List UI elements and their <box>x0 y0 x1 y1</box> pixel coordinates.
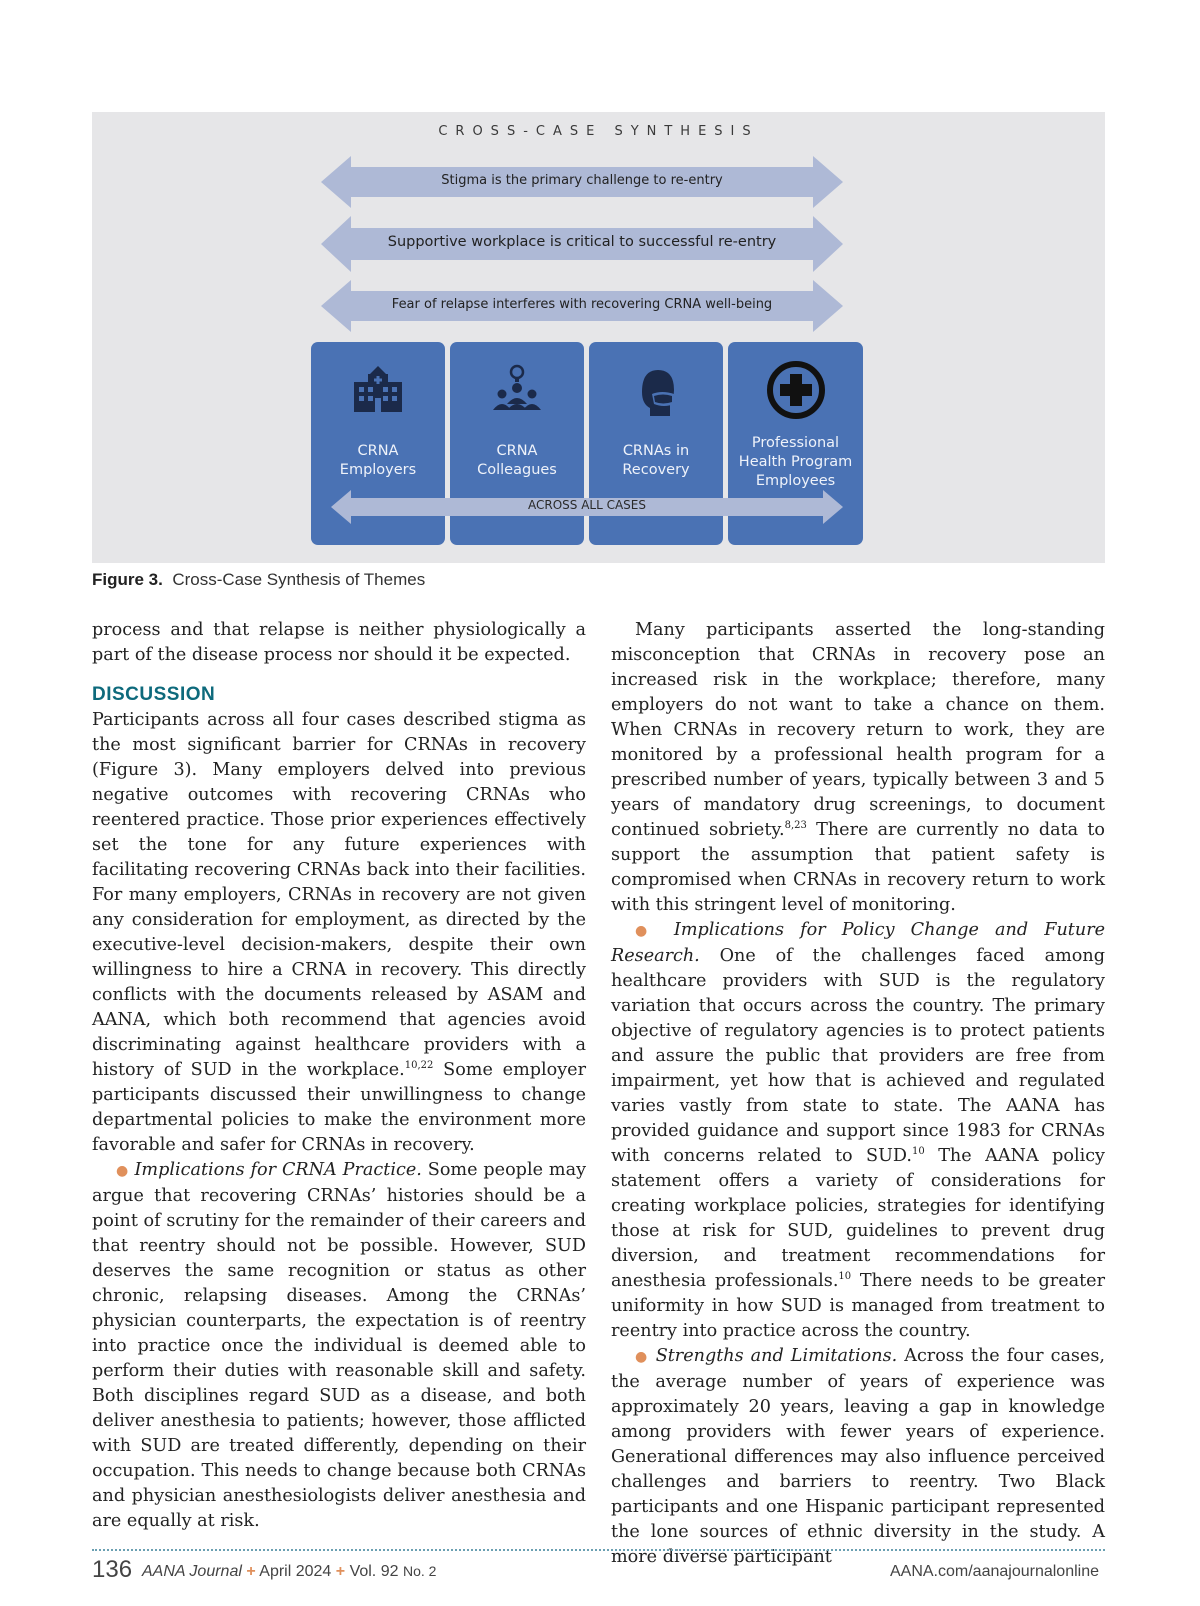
bullet-icon: ● <box>116 1163 129 1179</box>
subheading: Implications for CRNA Practice. <box>134 1160 422 1180</box>
issue-number: No. 2 <box>402 1563 437 1579</box>
footer-divider <box>92 1549 1105 1551</box>
citation: 10 <box>912 1146 925 1158</box>
volume: Vol. 92 <box>349 1563 399 1580</box>
theme-arrow-label: Stigma is the primary challenge to re-entry <box>441 173 723 188</box>
paragraph: ● Implications for Policy Change and Future Research. One of the challenges faced among healthcare providers with SUD is the regulatory variation that occurs across the country. The primary objective of regulatory agencies is to protect patients and assure the public that providers are free from impairment, yet how that is achieved and regulated varies vastly from state to state. The AANA has provided guidance and support since 1983 for CRNAs with concerns related to SUD.$^{10}$ The AANA policy statement offers a variety of considerations for creating workplace policies, strategies for identifying those at risk for SUD, guidelines to prevent drug diversion, and treatment recommendations for anesthesia professionals.$^{10}$ There needs to be greater uniformity in how SUD is managed from treatment to reentry into practice across the country. <box>611 920 1106 1341</box>
subheading: Implications for Policy Change and Future Research. <box>611 920 1106 966</box>
figure-caption-text: Cross-Case Synthesis of Themes <box>172 570 426 589</box>
journal-citation <box>142 1563 436 1581</box>
left-column <box>92 618 586 1534</box>
section-heading-discussion: DISCUSSION <box>92 684 216 705</box>
page-footer <box>92 1556 1105 1586</box>
citation: 10 <box>838 1271 852 1283</box>
case-box-label: CRNA Colleagues <box>477 443 557 478</box>
citation: 10,22 <box>404 1060 434 1072</box>
figure-3 <box>92 112 1105 563</box>
medical-cross-icon <box>728 360 863 420</box>
across-all-cases-arrow <box>331 490 843 524</box>
theme-arrow-label: Supportive workplace is critical to successful re-entry <box>387 234 777 250</box>
hospital-building-icon <box>311 364 445 424</box>
page-number: 136 <box>92 1556 133 1583</box>
right-column <box>611 618 1105 1570</box>
case-box-label: Professional Health Program Employees <box>738 435 853 489</box>
plus-icon: + <box>246 1563 256 1580</box>
subheading: Strengths and Limitations. <box>655 1346 898 1366</box>
journal-url[interactable]: AANA.com/aanajournalonline <box>889 1563 1099 1580</box>
paragraph: ● Strengths and Limitations. Across the four cases, the average number of years of experience was approximately 20 years, leaving a gap in knowledge among providers with fewer years of experience. Generational differences may also influence perceived challenges and barriers to reentry. Two Black participants and one Hispanic participant represented the lone sources of ethnic diversity in the study. A more diverse participant <box>611 1346 1105 1567</box>
figure-caption-label: Figure 3. <box>92 570 163 589</box>
journal-name: AANA Journal <box>142 1563 242 1580</box>
paragraph: process and that relapse is neither physiologically a part of the disease process nor should it be expected. <box>92 620 586 665</box>
figure-caption <box>92 570 425 590</box>
bullet-icon: ● <box>635 923 658 939</box>
paragraph: Participants across all four cases described stigma as the most significant barrier for CRNAs in recovery (Figure 3). Many employers delved into previous negative outcomes with recovering CRNAs who reentered practice. Those prior experiences effectively set the tone for any future experiences with facilitating recovering CRNAs back into their facilities. For many employers, CRNAs in recovery are not given any consideration for employment, as directed by the executive-level decision-makers, despite their own willingness to hire a CRNA in recovery. This directly conflicts with the documents released by ASAM and AANA, which both recommend that agencies avoid discriminating against healthcare providers with a history of SUD in the workplace.$^{10,22}$ Some employer participants discussed their unwillingness to change departmental policies to make the environment more favorable and safer for CRNAs in recovery. <box>92 710 586 1155</box>
figure-title: CROSS-CASE SYNTHESIS <box>438 124 759 139</box>
theme-arrow-stigma <box>321 156 843 208</box>
case-box-label: CRNA Employers <box>339 443 417 478</box>
issue-date: April 2024 <box>259 1563 332 1580</box>
bullet-icon: ● <box>635 1349 649 1365</box>
case-box-label: CRNAs in Recovery <box>622 443 690 478</box>
theme-arrow-fear-of-relapse <box>321 280 843 332</box>
masked-head-icon <box>589 364 723 424</box>
paragraph: Many participants asserted the long-standing misconception that CRNAs in recovery pose an increased risk in the workplace; therefore, many employers do not want to take a chance on them. When CRNAs in recovery return to work, they are monitored by a professional health program for a prescribed number of years, typically between 3 and 5 years of mandatory drug screenings, to document continued sobriety.$^{8,23}$ There are currently no data to support the assumption that patient safety is compromised when CRNAs in recovery return to work with this stringent level of monitoring. <box>611 620 1105 915</box>
across-all-cases-label: ACROSS ALL CASES <box>527 498 646 512</box>
plus-icon: + <box>335 1563 346 1580</box>
paragraph: ● Implications for CRNA Practice. Some people may argue that recovering CRNAs’ histories should be a point of scrutiny for the remainder of their careers and that reentry should not be possible. However, SUD deserves the same recognition or status as other chronic, relapsing diseases. Among the CRNAs’ physician counterparts, the expectation is of reentry into practice once the individual is deemed able to perform their duties with reasonable skill and safety. Both disciplines regard SUD as a disease, and both deliver anesthesia to patients; however, those afflicted with SUD are treated differently, depending on their occupation. This needs to change because both CRNAs and physician anesthesiologists deliver anesthesia and are equally at risk. <box>92 1160 587 1531</box>
case-boxes <box>311 342 863 545</box>
theme-arrow-supportive-workplace <box>321 216 843 272</box>
citation: 8,23 <box>784 820 807 832</box>
theme-arrow-label: Fear of relapse interferes with recovering CRNA well-being <box>391 297 773 312</box>
people-group-icon <box>450 364 584 424</box>
